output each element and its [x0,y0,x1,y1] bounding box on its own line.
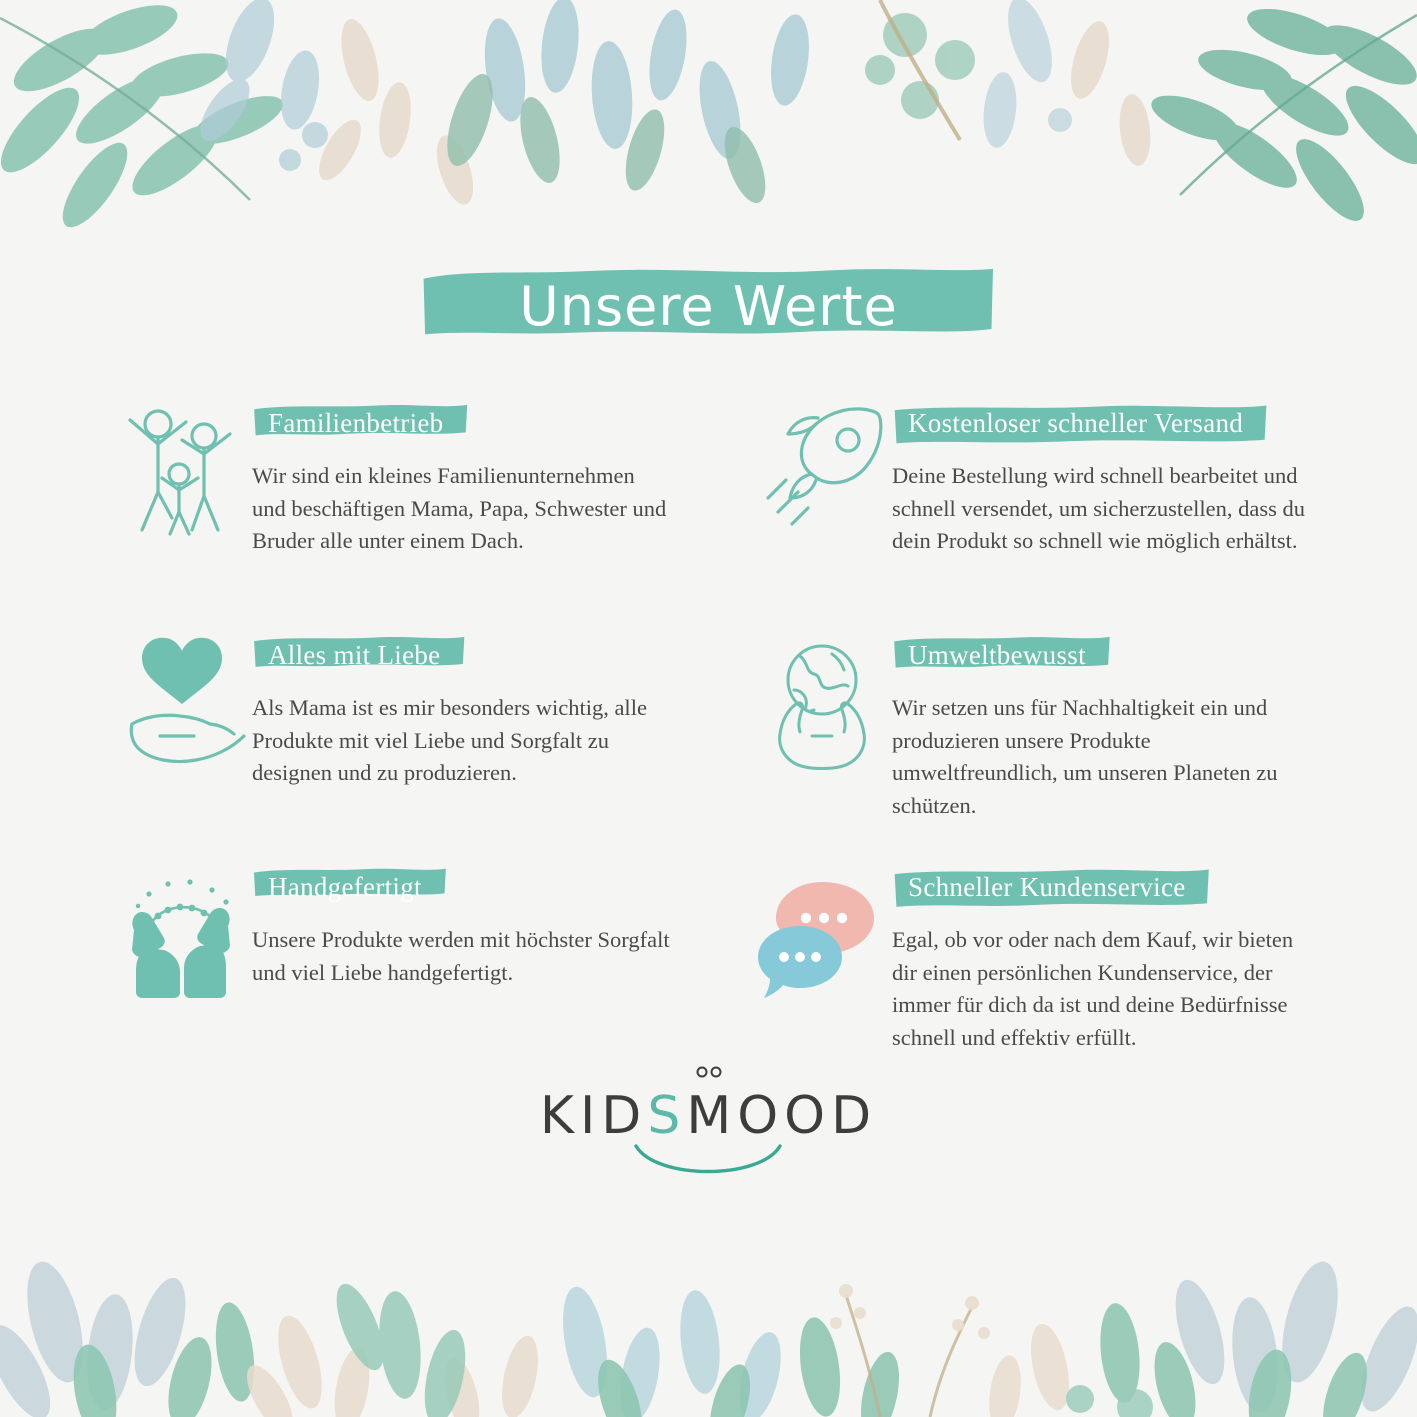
value-heading: Schneller Kundenservice [908,872,1186,902]
value-item-versand [752,392,1312,624]
logo-dots-icon [678,1060,738,1084]
value-heading-banner [892,634,1112,680]
value-heading-banner [892,866,1212,912]
value-description: Unsere Produkte werden mit höchster Sorgfalt und viel Liebe handgefertigt. [252,927,670,985]
globe-in-hands-icon [752,624,892,782]
logo-wordmark [540,1086,877,1146]
logo-letter-s: S [647,1086,687,1146]
logo-smile-icon [578,1140,838,1186]
logo-word-mood: MOOD [686,1086,878,1146]
foliage-decoration-top [0,0,1417,250]
value-item-liebe [112,624,752,856]
chat-bubbles-icon [752,856,892,1014]
value-description: Deine Bestellung wird schnell bearbeitet und schnell versendet, um sicherzustellen, dass du dein Produkt so schnell wie möglich erhältst. [892,463,1306,554]
value-heading: Kostenloser schneller Versand [908,408,1244,438]
value-description: Als Mama ist es mir besonders wichtig, alle Produkte mit viel Liebe und Sorgfalt zu designen und zu produzieren. [252,695,647,786]
value-item-umweltbewusst [752,624,1312,856]
value-item-familienbetrieb [112,392,752,624]
page-title: Unsere Werte [519,275,898,338]
value-heading-banner [252,634,466,680]
handmade-hands-icon [112,856,252,1014]
value-heading-banner [252,402,469,448]
value-description: Wir sind ein kleines Familienunternehmen und beschäftigen Mama, Papa, Schwester und Bruder alle unter einem Dach. [252,463,667,554]
family-icon [112,392,252,550]
value-heading: Familienbetrieb [268,408,444,438]
value-heading-banner [252,866,448,912]
value-heading-banner [892,402,1269,448]
value-description: Egal, ob vor oder nach dem Kauf, wir bieten dir einen persönlichen Kundenservice, der immer für dich da ist und deine Bedürfnisse schnell und effektiv erfüllt. [892,927,1294,1050]
logo-word-kids: KID [539,1086,648,1146]
value-item-handgefertigt [112,856,752,1088]
values-grid [112,392,1312,1088]
value-heading: Alles mit Liebe [268,640,441,670]
value-heading: Umweltbewusst [908,640,1086,670]
rocket-icon [752,392,892,550]
value-description: Wir setzen uns für Nachhaltigkeit ein und produzieren unsere Produkte umweltfreundlich, um unseren Planeten zu schützen. [892,695,1278,818]
value-heading: Handgefertigt [268,872,422,902]
value-item-kundenservice [752,856,1312,1088]
brand-logo [0,1060,1417,1186]
heart-in-hand-icon [112,624,252,782]
page-title-banner [0,262,1417,358]
